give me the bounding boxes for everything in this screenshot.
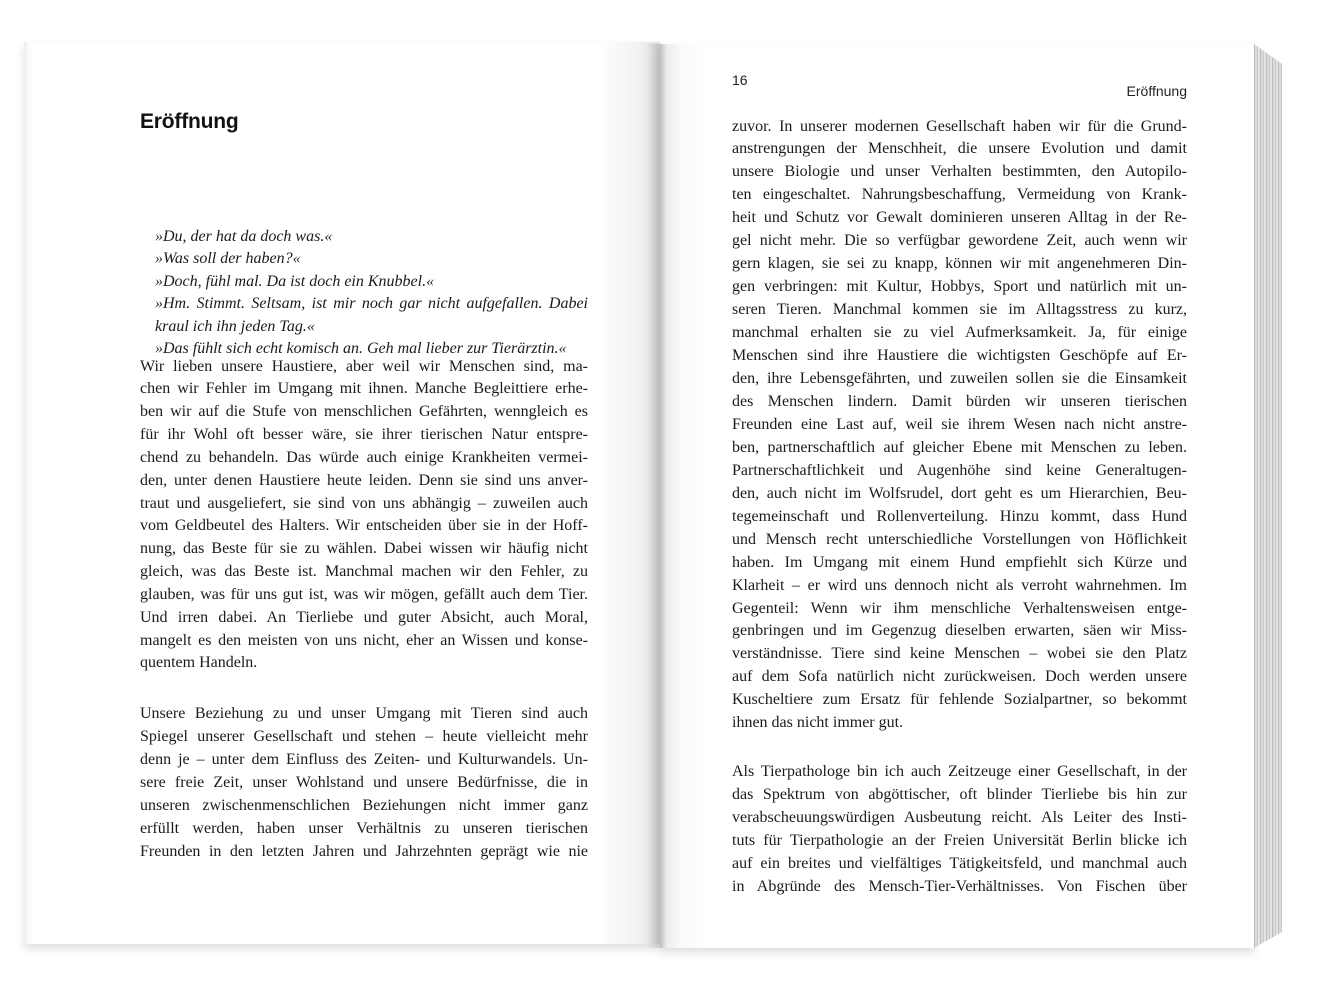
text-line: das Spektrum von abgöttischer, oft blinder Tierliebe bis hin zur bbox=[732, 785, 1187, 803]
text-line: Wir lieben unsere Haustiere, aber weil wir Menschen sind, ma- bbox=[140, 357, 588, 375]
text-line: Klarheit – er wird uns dennoch nicht als verroht wahrnehmen. Im bbox=[732, 576, 1187, 594]
epigraph-line: »Doch, fühl mal. Da ist doch ein Knubbel.« bbox=[155, 272, 435, 290]
text-line: verständnisse. Tiere sind keine Menschen – wobei sie den Platz bbox=[732, 645, 1187, 663]
running-head: Eröffnung bbox=[1126, 83, 1187, 99]
epigraph bbox=[155, 226, 588, 360]
text-line: verabscheuungswürdigen Ausbeutung reicht. Als Leiter des Insti- bbox=[732, 808, 1187, 826]
text-line: gen verbringen: mit Kultur, Hobbys, Sport und natürlich mit un- bbox=[732, 278, 1187, 296]
text-line: sere freie Zeit, unser Wohlstand und unsere Bedürfnisse, die in bbox=[140, 773, 588, 791]
text-line: unseren zwischenmenschlichen Beziehungen nicht immer ganz bbox=[140, 796, 588, 814]
paragraph bbox=[140, 702, 588, 863]
text-line: vom Geldbeutel des Halters. Wir entscheiden über sie in der Hoff- bbox=[140, 517, 588, 535]
text-line: glauben, was für uns gut ist, was wir mögen, gefällt auch dem Tier. bbox=[140, 585, 588, 603]
text-line: quentem Handeln. bbox=[140, 654, 258, 672]
text-line: erfüllt werden, haben unser Verhältnis zu unseren tierischen bbox=[140, 819, 588, 837]
text-line: traut und ausgeliefert, sie sind von uns abhängig – zuweilen auch bbox=[140, 494, 588, 512]
text-line: seren Tieren. Manchmal kommen sie im Alltagsstress zu kurz, bbox=[732, 301, 1187, 319]
epigraph-line: »Hm. Stimmt. Seltsam, ist mir noch gar nicht aufgefallen. Dabei bbox=[155, 295, 588, 313]
text-line: ben, partnerschaftlich auf gleicher Ebene mit Menschen zu leben. bbox=[732, 438, 1187, 456]
text-line: den, auch nicht im Wolfsrudel, dort geht es um Hierarchien, Beu- bbox=[732, 484, 1187, 502]
text-line: in Abgründe des Mensch-Tier-Verhältnisses. Von Fischen über bbox=[732, 877, 1187, 895]
text-line: gleich, was das Beste ist. Manchmal machen wir den Fehler, zu bbox=[140, 563, 588, 581]
chapter-title: Eröffnung bbox=[140, 110, 239, 133]
book-gutter bbox=[646, 44, 666, 948]
paragraph bbox=[732, 760, 1187, 898]
text-line: heit und Schutz vor Gewalt dominieren unseren Alltag in der Re- bbox=[732, 209, 1187, 227]
text-line: nung, das Beste für sie zu wählen. Dabei wissen wir häufig nicht bbox=[140, 540, 588, 558]
epigraph-line: »Das fühlt sich echt komisch an. Geh mal lieber zur Tierärztin.« bbox=[155, 339, 567, 357]
epigraph-line: »Was soll der haben?« bbox=[155, 250, 301, 268]
text-line: gel nicht mehr. Die so verfügbar gewordene Zeit, auch wenn wir bbox=[732, 232, 1187, 250]
text-line: Menschen sind ihre Haustiere die wichtigsten Geschöpfe auf Er- bbox=[732, 347, 1187, 365]
text-line: tegemeinschaft und Rollenverteilung. Hinzu kommt, dass Hund bbox=[732, 507, 1187, 525]
text-line: manchmal erhalten sie zu viel Aufmerksamkeit. Ja, für einige bbox=[732, 324, 1187, 342]
text-line: haben. Im Umgang mit einem Hund empfiehlt sich Kürze und bbox=[732, 553, 1187, 571]
text-line: Kuscheltiere zum Ersatz für fehlende Sozialpartner, so bekommt bbox=[732, 691, 1187, 709]
text-line: unsere Biologie und unser Verhalten bestimmten, den Autopilo- bbox=[732, 163, 1187, 181]
text-line: Als Tierpathologe bin ich auch Zeitzeuge einer Gesellschaft, in der bbox=[732, 762, 1187, 780]
paragraph bbox=[140, 356, 588, 676]
text-line: Freunden in den letzten Jahren und Jahrzehnten geprägt wie nie bbox=[140, 842, 588, 860]
text-line: für ihr Wohl oft besser wäre, sie ihrer tierischen Natur entspre- bbox=[140, 426, 588, 444]
text-line: Freunden eine Last auf, weil sie ihrem Wesen nach nicht anstre- bbox=[732, 415, 1187, 433]
text-line: Unsere Beziehung zu und unser Umgang mit Tieren sind auch bbox=[140, 704, 588, 722]
text-line: Partnerschaftlichkeit und Augenhöhe sind keine Generaltugen- bbox=[732, 461, 1187, 479]
text-line: mangelt es den meisten von uns nicht, eher an Wissen und konse- bbox=[140, 631, 588, 649]
text-line: des Menschen lindern. Damit bürden wir unseren tierischen bbox=[732, 392, 1187, 410]
text-line: den, unter denen Haustiere heute leiden. Denn sie sind uns anver- bbox=[140, 471, 588, 489]
text-line: Gegenteil: Wenn wir ihm menschliche Verhaltensweisen entge- bbox=[732, 599, 1187, 617]
text-line: Und irren dabei. An Tierliebe und guter Absicht, auch Moral, bbox=[140, 608, 588, 626]
text-line: ten eingeschaltet. Nahrungsbeschaffung, Vermeidung von Krank- bbox=[732, 186, 1187, 204]
text-line: chend zu behandeln. Das würde auch einige Krankheiten vermei- bbox=[140, 448, 588, 466]
text-line: denn je – unter dem Einfluss des Zeiten- und Kulturwandels. Un- bbox=[140, 750, 588, 768]
page-number: 16 bbox=[732, 72, 748, 88]
text-line: tuts für Tierpathologie an der Freien Universität Berlin blicke ich bbox=[732, 831, 1187, 849]
epigraph-line: kraul ich ihn jeden Tag.« bbox=[155, 317, 315, 335]
page-stack-edge bbox=[1254, 44, 1282, 948]
text-line: anstrengungen der Menschheit, die unsere Evolution und damit bbox=[732, 140, 1187, 158]
text-line: den, ihre Lebensgefährten, und zuweilen sollen sie die Einsamkeit bbox=[732, 369, 1187, 387]
text-line: ihnen das nicht immer gut. bbox=[732, 714, 904, 732]
text-line: chen wir Fehler im Umgang mit ihnen. Manche Begleittiere erhe- bbox=[140, 380, 588, 398]
paragraph bbox=[732, 116, 1187, 736]
text-line: auf dem Sofa natürlich nicht zurückweisen. Doch werden unsere bbox=[732, 668, 1187, 686]
text-line: auf ein breites und vielfältiges Tätigkeitsfeld, und manchmal auch bbox=[732, 854, 1187, 872]
text-line: Spiegel unserer Gesellschaft und stehen – heute vielleicht mehr bbox=[140, 727, 588, 745]
epigraph-line: »Du, der hat da doch was.« bbox=[155, 228, 333, 245]
text-line: gern klagen, sie sei zu knapp, können wir mit angenehmeren Din- bbox=[732, 255, 1187, 273]
text-line: und Mensch recht unterschiedliche Vorstellungen von Höflichkeit bbox=[732, 530, 1187, 548]
text-line: genbringen und im Gegenzug dieselben erwarten, säen wir Miss- bbox=[732, 622, 1187, 640]
text-line: zuvor. In unserer modernen Gesellschaft haben wir für die Grund- bbox=[732, 117, 1187, 135]
text-line: ben wir auf die Stufe von menschlichen Gefährten, wenngleich es bbox=[140, 403, 588, 421]
